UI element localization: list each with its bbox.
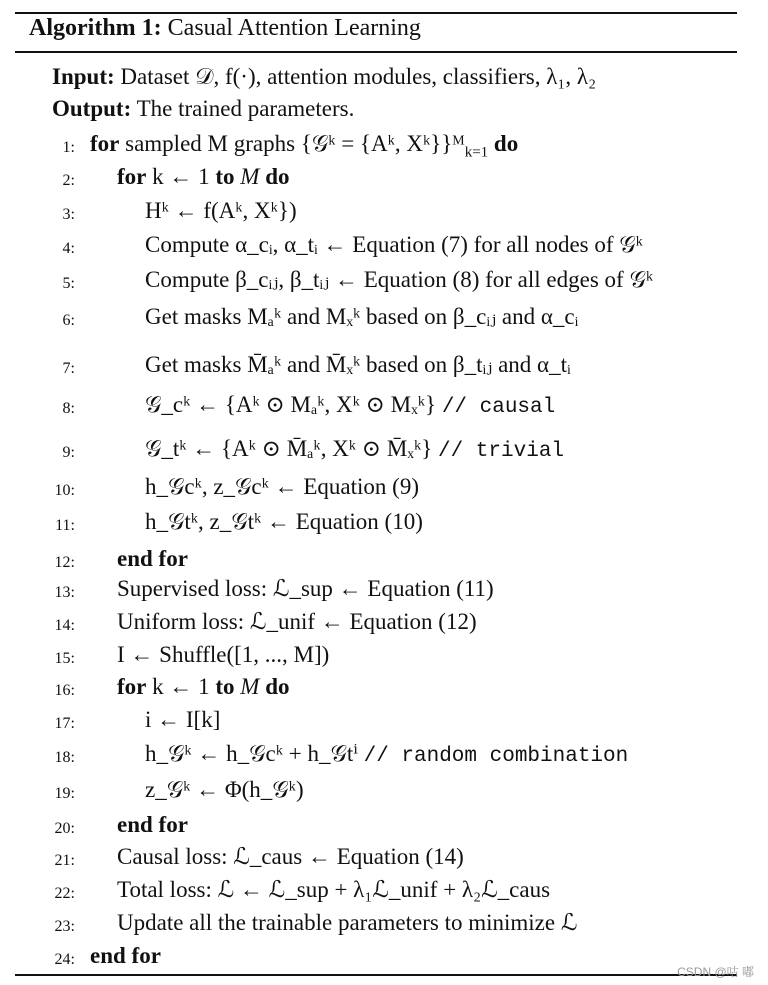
statement-text: Compute α_cᵢ, α_tᵢ ← Equation (7) for all nodes of 𝒢ᵏ: [145, 232, 643, 257]
line-body: [90, 943, 161, 969]
statement-text: Update all the trainable parameters to minimize ℒ: [117, 910, 578, 935]
statement-text: Causal loss: ℒ_caus ← Equation (14): [117, 844, 464, 869]
algorithm-line: [15, 474, 737, 506]
line-body: [145, 304, 578, 330]
statement-text: 𝒢_cᵏ ← {Aᵏ ⊙ Mₐᵏ, Xᵏ ⊙ Mₓᵏ}: [145, 392, 437, 417]
line-body: [117, 844, 464, 870]
line-number: 21:: [54, 852, 75, 869]
statement-text: M: [240, 674, 260, 699]
line-body: [145, 352, 571, 378]
algorithm-name: Casual Attention Learning: [167, 15, 421, 41]
line-body: [145, 267, 653, 293]
keyword: do: [265, 674, 290, 699]
statement-text: Supervised loss: ℒ_sup ← Equation (11): [117, 576, 494, 601]
line-number: 15:: [54, 650, 75, 667]
algorithm-title: [29, 15, 421, 42]
statement-text: 𝒢_tᵏ ← {Aᵏ ⊙ M̄ₐᵏ, Xᵏ ⊙ M̄ₓᵏ}: [145, 436, 433, 461]
statement-text: Uniform loss: ℒ_unif ← Equation (12): [117, 609, 477, 634]
keyword: end for: [117, 546, 188, 571]
line-body: [117, 642, 329, 668]
algorithm-line: [15, 943, 737, 975]
algorithm-line: [15, 436, 737, 468]
algorithm-line: [15, 844, 737, 876]
statement-text: Hᵏ ← f(Aᵏ, Xᵏ}): [145, 198, 297, 223]
line-number: 10:: [54, 482, 75, 499]
algorithm-line: [15, 877, 737, 909]
statement-text: Get masks M̄ₐᵏ and M̄ₓᵏ based on β_tᵢⱼ and α_tᵢ: [145, 352, 571, 377]
subscript: k=1: [464, 144, 489, 161]
algorithm-line: [15, 812, 737, 844]
line-number: 14:: [54, 617, 75, 634]
algorithm-line: [15, 131, 737, 163]
code-comment: // trivial: [438, 440, 565, 463]
line-number: 12:: [54, 554, 75, 571]
statement-text: z_𝒢ᵏ ← Φ(h_𝒢ᵏ): [145, 777, 304, 802]
algorithm-line: [15, 509, 737, 541]
input-line: [52, 64, 596, 90]
line-number: 11:: [55, 517, 75, 534]
statement-text: Total loss: ℒ ← ℒ_sup + λ₁ℒ_unif + λ₂ℒ_caus: [117, 877, 551, 902]
line-number: 20:: [54, 820, 75, 837]
line-body: [90, 131, 519, 161]
line-number: 19:: [54, 785, 75, 802]
algorithm-line: [15, 392, 737, 424]
line-number: 13:: [54, 584, 75, 601]
algorithm-line: [15, 576, 737, 608]
line-number: 2:: [62, 172, 75, 189]
statement-text: h_𝒢ᵏ ← h_𝒢cᵏ + h_𝒢tⁱ: [145, 741, 358, 766]
line-number: 23:: [54, 918, 75, 935]
header-rule: [15, 51, 737, 53]
line-body: [145, 198, 297, 224]
line-body: [117, 609, 477, 635]
code-comment: // random combination: [363, 745, 629, 768]
line-body: [145, 474, 419, 500]
algorithm-line: [15, 546, 737, 578]
line-body: [145, 232, 643, 258]
line-number: 8:: [62, 400, 75, 417]
statement-text: h_𝒢tᵏ, z_𝒢tᵏ ← Equation (10): [145, 509, 423, 534]
algorithm-line: [15, 304, 737, 336]
line-body: [145, 707, 220, 733]
line-body: [145, 436, 564, 463]
line-number: 7:: [62, 360, 75, 377]
algorithm-line: [15, 198, 737, 230]
input-label: Input:: [52, 64, 115, 89]
line-number: 17:: [54, 715, 75, 732]
statement-text: M: [240, 164, 260, 189]
algorithm-line: [15, 352, 737, 384]
statement-text: i ← I[k]: [145, 707, 221, 732]
statement-text: Compute β_cᵢⱼ, β_tᵢⱼ ← Equation (8) for all edges of 𝒢ᵏ: [145, 267, 654, 292]
line-body: [117, 910, 577, 936]
algorithm-line: [15, 609, 737, 641]
algorithm-label: Algorithm 1:: [29, 15, 162, 41]
line-body: [117, 877, 550, 903]
algorithm-line: [15, 267, 737, 299]
algorithm-line: [15, 741, 737, 773]
line-body: [117, 812, 188, 838]
algorithm-line: [15, 674, 737, 706]
input-text: Dataset 𝒟, f(·), attention modules, classifiers, λ₁, λ₂: [120, 64, 597, 89]
line-number: 18:: [54, 749, 75, 766]
line-body: [117, 674, 290, 700]
keyword: for: [117, 164, 147, 189]
algorithm-line: [15, 642, 737, 674]
line-body: [145, 509, 423, 535]
line-body: [117, 576, 494, 602]
line-number: 3:: [62, 206, 75, 223]
statement-text: sampled M graphs {𝒢ᵏ = {Aᵏ, Xᵏ}}ᴹ: [125, 131, 465, 156]
top-rule: [15, 12, 737, 14]
line-number: 9:: [62, 444, 75, 461]
code-comment: // causal: [441, 396, 556, 419]
statement-text: k ← 1: [152, 164, 210, 189]
bottom-rule: [15, 974, 737, 976]
line-body: [145, 392, 555, 419]
statement-text: Get masks Mₐᵏ and Mₓᵏ based on β_cᵢⱼ and α_cᵢ: [145, 304, 579, 329]
line-number: 6:: [62, 312, 75, 329]
keyword: end for: [117, 812, 188, 837]
keyword: for: [90, 131, 120, 156]
keyword: end for: [90, 943, 161, 968]
algorithm-line: [15, 707, 737, 739]
line-number: 4:: [62, 240, 75, 257]
output-text: The trained parameters.: [136, 96, 355, 121]
line-number: 24:: [54, 951, 75, 968]
line-body: [117, 164, 290, 190]
keyword: do: [265, 164, 290, 189]
line-number: 5:: [62, 275, 75, 292]
keyword: do: [493, 131, 519, 156]
line-number: 1:: [62, 139, 75, 156]
keyword: to: [215, 164, 235, 189]
line-body: [117, 546, 188, 572]
watermark: CSDN @咕 嘟: [677, 965, 754, 979]
keyword: to: [215, 674, 235, 699]
statement-text: I ← Shuffle([1, ..., M]): [117, 642, 330, 667]
statement-text: k ← 1: [152, 674, 210, 699]
algorithm-line: [15, 232, 737, 264]
output-label: Output:: [52, 96, 132, 121]
keyword: for: [117, 674, 147, 699]
algorithm-line: [15, 164, 737, 196]
algorithm-line: [15, 910, 737, 942]
line-body: [145, 741, 628, 768]
statement-text: h_𝒢cᵏ, z_𝒢cᵏ ← Equation (9): [145, 474, 419, 499]
output-line: [52, 96, 354, 122]
algorithm-line: [15, 777, 737, 809]
line-number: 22:: [54, 885, 75, 902]
line-number: 16:: [54, 682, 75, 699]
line-body: [145, 777, 304, 803]
